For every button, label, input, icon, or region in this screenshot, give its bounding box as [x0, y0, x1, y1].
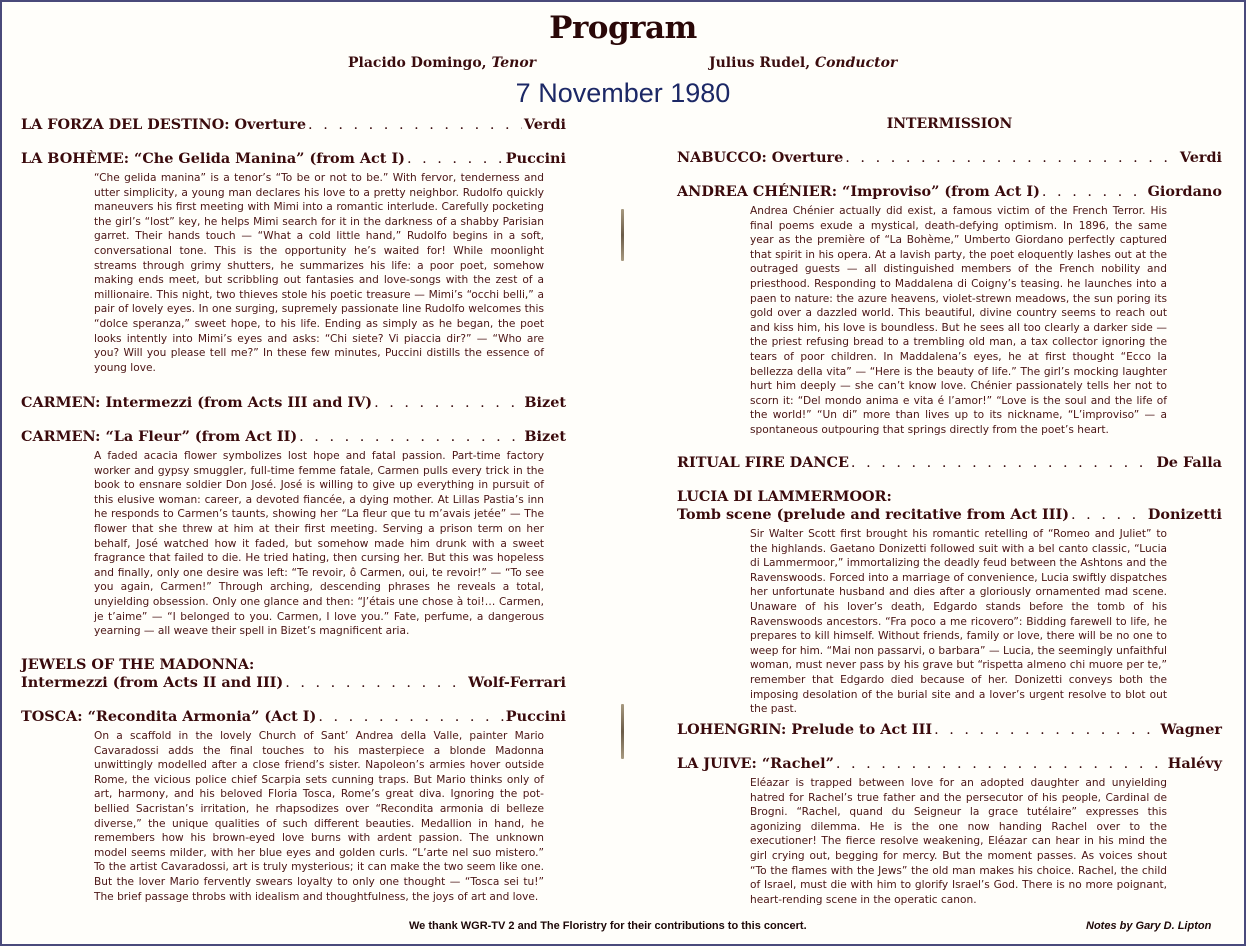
- program-item: [677, 149, 1222, 167]
- piece-title: LA FORZA DEL DESTINO: Overture: [21, 116, 307, 133]
- composer: Bizet: [524, 394, 566, 411]
- program-item: [21, 116, 566, 134]
- leader-dots: [318, 708, 503, 726]
- staple: [621, 209, 624, 261]
- piece-title-line1: JEWELS OF THE MADONNA:: [21, 656, 255, 673]
- composer: Puccini: [505, 150, 566, 167]
- program-item: [677, 488, 1222, 717]
- staple: [621, 704, 624, 759]
- program-item: [21, 428, 566, 639]
- piece-title: CARMEN: “La Fleur” (from Act II): [21, 428, 298, 445]
- piece-title: LOHENGRIN: Prelude to Act III: [677, 721, 933, 738]
- piece-title: LA BOHÈME: “Che Gelida Manina” (from Act I): [21, 150, 405, 167]
- piece-title: TOSCA: “Recondita Armonia” (Act I): [21, 708, 317, 725]
- program-item: [21, 708, 566, 904]
- composer: Giordano: [1147, 183, 1222, 200]
- program-item: [21, 150, 566, 375]
- piece-title: CARMEN: Intermezzi (from Acts III and IV): [21, 394, 373, 411]
- program-item: [21, 394, 566, 412]
- piece-title: Intermezzi (from Acts II and III): [21, 674, 284, 691]
- piece-title: LA JUIVE: “Rachel”: [677, 755, 834, 772]
- program-note: On a scaffold in the lovely Church of Sant’ Andrea della Valle, painter Mario Cavaradossi adds the final touches to his masterpiece a blonde Madonna unwittingly modelled after a close friend’s sister. Napoleon’s armies hover outside Rome, the vicious police chief Scarpia sets cunning traps. But Mario thinks only of art, harmony, and his beloved Floria Tosca, Rome’s great diva. Ignoring the pot-bellied Sacristan’s irritation, he rhapsodizes over “Recondita armonia di belleze diverse,” the unique qualities of such different beauties. Medallion in hand, he remembers how his brown-eyed love burns with ardent passion. The unknown model seems milder, with her blue eyes and golden curls. “L’arte nel suo mistero.” To the artist Cavaradossi, art is truly mysterious; it can make the two seem like one. But the lover Mario fervently swears loyalty to only one thought — “Tosca sei tu!” The brief passage throbs with idealism and thoughtfulness, the joys of art and love.: [94, 730, 544, 903]
- performer-role: Conductor: [814, 55, 898, 71]
- footer-thanks: We thank WGR-TV 2 and The Floristry for their contributions to this concert.: [409, 920, 807, 932]
- leader-dots: [374, 394, 522, 412]
- piece-title: Tomb scene (prelude and recitative from Act III): [677, 506, 1070, 523]
- performer-role: Tenor: [491, 55, 537, 71]
- composer: De Falla: [1156, 454, 1222, 471]
- piece-title: ANDREA CHÉNIER: “Improviso” (from Act I): [677, 183, 1040, 200]
- performer-name: Placido Domingo,: [348, 55, 487, 71]
- piece-title: RITUAL FIRE DANCE: [677, 454, 849, 471]
- leader-dots: [851, 454, 1154, 472]
- program-item: [677, 454, 1222, 472]
- leader-dots: [1042, 183, 1146, 201]
- leader-dots: [934, 721, 1158, 739]
- leader-dots: [308, 116, 522, 134]
- program-item: [21, 656, 566, 692]
- leader-dots: [407, 150, 504, 168]
- composer: Bizet: [524, 428, 566, 445]
- leader-dots: [1071, 506, 1146, 524]
- intermission-label: INTERMISSION: [886, 116, 1013, 132]
- footer-notes-credit: Notes by Gary D. Lipton: [1086, 920, 1212, 932]
- composer: Wagner: [1160, 721, 1222, 738]
- leader-dots: [845, 149, 1178, 167]
- performer-tenor: [348, 55, 536, 71]
- piece-title-line1: LUCIA DI LAMMERMOOR:: [677, 488, 892, 505]
- program-note: Andrea Chénier actually did exist, a famous victim of the French Terror. His final poems exude a mystical, death-defying optimism. In 1896, the same year as the première of “La Bohème,” Umberto Giordano perfectly captured that spirit in his opera. At a lavish party, the poet eloquently lashes out at the outraged guests — all distinguished members of the French nobility and priesthood. Responding to Maddalena di Coigny’s teasing. he launches into a paen to nature: the azure heavens, violet-strewn meadows, the sun poring its gold over a dazzled world. This beautiful, divine country seems to reach out and kiss him, his love is boundless. But he sees all too clearly a darker side — the priest refusing bread to a trembling old man, a tax collector ignoring the tears of poor children. In Maddalena’s eyes, he at first thought “Ecco la bellezza della vita” — “Here is the beauty of life.” The girl’s mocking laughter hurt him deeply — she can’t know love. Chénier passionately tells her not to scorn it: “Del mondo anima e vita é l’amor!” “Love is the soul and the life of the world!” “Un di” more than lives up to its nickname, “L’improviso” — a spontaneous outpouring that springs directly from the poet’s heart.: [750, 205, 1167, 436]
- leader-dots: [285, 674, 466, 692]
- composer: Verdi: [1179, 149, 1222, 166]
- program-item: [677, 721, 1222, 739]
- composer: Verdi: [523, 116, 566, 133]
- composer: Halévy: [1167, 755, 1222, 772]
- page-title: Program: [549, 10, 697, 46]
- program-item: [677, 755, 1222, 907]
- composer: Donizetti: [1147, 506, 1222, 523]
- program-item: [677, 183, 1222, 438]
- performer-name: Julius Rudel,: [709, 55, 811, 71]
- performer-conductor: [709, 55, 897, 71]
- program-note: Eléazar is trapped between love for an adopted daughter and unyielding hatred for Rachel’s true father and the persecutor of his people, Cardinal de Brogni. “Rachel, quand du Seigneur la grace tutélaire” expresses this agonizing dilemma. He is the one now handing Rachel over to the executioner! The fierce resolve weakening, Eléazar can hear in his mind the girl crying out, begging for mercy. But the moment passes. As voices shout “To the flames with the Jews” the old man makes his choice. Rachel, the child of Israel, must die with him to glorify Israel’s God. There is no more poignant, heart-rending scene in the operatic canon.: [750, 777, 1167, 906]
- leader-dots: [299, 428, 522, 446]
- program-note: A faded acacia flower symbolizes lost hope and fatal passion. Part-time factory worker and gypsy smuggler, full-time femme fatale, Carmen pulls every trick in the book to ensnare soldier Don José. José is willing to give up everything in pursuit of this elusive woman: career, a devoted fiancée, a dying mother. At Lillas Pastia’s inn he responds to Carmen’s taunts, showing her “La fleur que tu m’avais jetée” — The flower that she threw at him at their first meeting. Serving a prison term on her behalf, José watched how it faded, but somehow made him drunk with a sweet fragrance that failed to die. He tried hating, then cursing her. But this was hopeless and finally, only one desire was left: “Te revoir, ô Carmen, oui, te revoir!” — “To see you again, Carmen!” Through arching, descending phrases he reveals a total, unyielding obsession. Only one glance and then: “J’étais une chose à toi!… Carmen, je t’aime” — “I belonged to you. Carmen, I love you.” Fate, perfume, a dangerous yearning — all weave their spell in Bizet’s magnificent aria.: [94, 450, 544, 638]
- composer: Puccini: [505, 708, 566, 725]
- composer: Wolf-Ferrari: [468, 674, 566, 691]
- leader-dots: [836, 755, 1166, 773]
- concert-date: 7 November 1980: [515, 78, 731, 108]
- program-note: “Che gelida manina” is a tenor’s “To be or not to be.” With fervor, tenderness and utter simplicity, a young man declares his love to a pretty neighbor. Rudolfo quickly maneuvers his first meeting with Mimi into a romantic interlude. Carefully pocketing the girl’s “lost” key, he helps Mimi search for it in the darkness of a shabby Parisian garret. Their hands touch — “What a cold little hand,” Rudolfo begins in a soft, conversational tone. This is the opportunity he’s waited for! While moonlight streams through grimy shutters, he summarizes his life: a poor poet, somehow making ends meet, but scribbling out fantasies and love-songs with the zest of a millionaire. This night, two thieves stole his poetic treasure — Mimi’s “occhi belli,” a pair of lovely eyes. In one surging, supremely passionate line Rudolfo welcomes this “dolce speranza,” sweet hope, to his life. Ending as simply as he began, the poet looks intently into Mimi’s eyes and asks: “Chi siete? Vi piaccia dir?” — “Who are you? Will you please tell me?” In these few minutes, Puccini distills the essence of young love.: [94, 172, 544, 374]
- piece-title: NABUCCO: Overture: [677, 149, 844, 166]
- program-note: Sir Walter Scott first brought his romantic retelling of “Romeo and Juliet” to the highlands. Gaetano Donizetti followed suit with a bel canto classic, “Lucia di Lammermoor,” immortalizing the deadly feud between the Ashtons and the Ravenswoods. Forced into a marriage of convenience, Lucia swiftly dispatches her unfortunate husband and dies after a gloriously ornamented mad scene. Unaware of his lover’s death, Edgardo stands before the tomb of his Ravenswoods ancestors. “Fra poco a me ricovero”: Bidding farewell to life, he prepares to kill himself. Without friends, family or love, there will be no one to weep for him. “Mai non passarvi, o barbara” — Lucia, the seemingly unfaithful woman, must never pass by his grave but “rispetta almeno chi muore per te,” remember that Edgardo died because of her. Donizetti conveys both the imposing desolation of the burial site and a lover’s urgent resolve to blot out the past.: [750, 528, 1167, 716]
